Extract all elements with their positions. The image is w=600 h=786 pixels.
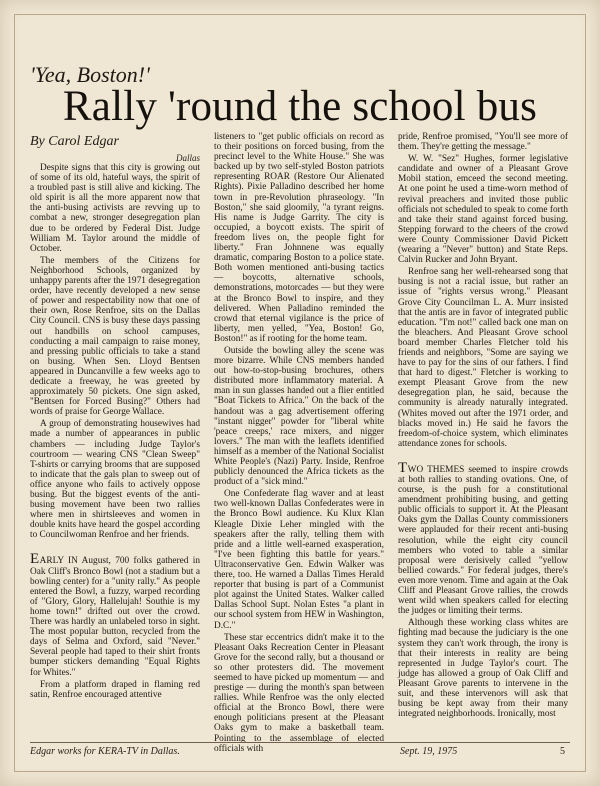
paragraph: A group of demonstrating housewives had made a number of appearances in public chambers — including Judge Taylor's courtroom — wearing CNS "Clean Sweep" T-shirts or carrying brooms that are supposed to indicate that the gals plan to sweep out of office anyone who fails to actively oppose busing. But the biggest events of the anti-busing movement have been two rallies where men in shirtsleeves and women in double knits have heard the gospel according to Councilwoman Renfroe and her friends. [30, 419, 200, 541]
paragraph: Although these working class whites are fighting mad because the judiciary is the one system they can't work through, the irony is that their interests in reality are being represented in Judge Taylor's court. The judge has allowed a group of Oak Cliff and Pleasant Grove parents to intervene in the suit, and these intervenors will ask that busing be kept away from their many integrated neighborhoods. Ironically, most [398, 618, 568, 720]
paragraph: One Confederate flag waver and at least two well-known Dallas Confederates were in the Bronco Bowl audience. Ku Klux Klan Kleagle Dixie Leher mingled with the speakers after the rally, telling them with pride and a little well-earned exasperation, "I've been fighting this battle for years." Ultraconservative Gen. Edwin Walker was there, too. He warned a Dallas Times Herald reporter that busing is part of a Communist plot against the United States. Walker called Dallas School Supt. Nolan Estes "a plant in our school system from HEW in Washington, D.C." [214, 489, 384, 631]
paragraph: These star eccentrics didn't make it to the Pleasant Oaks Recreation Center in Pleasant Grove for the second rally, but a thousand or so other protesters did. The movement seemed to have picked up momentum — and prestige — during the month's span between rallies. While Renfroe was the only elected official at the Bronco Bowl, there were enough politicians present at the Pleasant Oaks gym to make a basketball team. Pointing to the assemblage of elected officials with [214, 632, 384, 754]
drop-cap: E [30, 551, 40, 568]
paragraph: From a platform draped in flaming red satin, Renfroe encouraged attentive [30, 679, 200, 700]
paragraph-text: ARLY IN August, 700 folks gathered in Oak Cliff's Bronco Bowl (not a stadium but a bowling center) for a "unity rally." As people entered the Bowl, a fuzzy, warped recording of "Glory, Glory, Hallelujah! Southie is my home town!" drifted out over the crowd. There was hardly an unlabeled torso in sight. The most popular button, recycled from the days of Selma and Oxford, said "Never." Several people had taped to their shirt fronts bumper stickers demanding "Equal Rights for Whites." [30, 556, 200, 678]
column-2 [214, 132, 384, 754]
section-paragraph [398, 459, 568, 617]
paragraph: Renfroe sang her well-rehearsed song that busing is not a racial issue, but rather an issue of "rights versus wrong." Pleasant Grove City Councilman L. A. Murr insisted that the antis are in favor of integrated public education. "I'm not!" called back one man on the bleachers. And Pleasant Grove school board member Charles Fletcher told his friends and neighbors, "Some are saying we have to pay for the sins of our fathers. I find that hard to digest." Fletcher is working to exempt Pleasant Grove from the new desegregation plan, he said, because the community is already naturally integrated. (Whites moved out after the 1971 order, and blacks moved in.) He said he favors the freedom-of-choice system, which eliminates attendance zones for schools. [398, 267, 568, 449]
issue-date: Sept. 19, 1975 [400, 746, 458, 757]
footer-rule [30, 742, 570, 743]
column-1 [30, 132, 200, 737]
author-credit: Edgar works for KERA-TV in Dallas. [30, 746, 180, 757]
column-3 [398, 132, 568, 737]
paragraph: listeners to "get public officials on record as to their positions on forced busing, from the precinct level to the White House." She was backed up by two self-styled Boston patriots representing ROAR (Restore Our Alienated Rights). Pixie Palladino described her home town in pre-Revolution phraseology. "In Boston," she said gloomily, "a tyrant reigns. His name is Judge Garrity. The city is occupied, a boycott exists. The spirit of freedom lives on, the people fight for liberty." Fran Johnnene was equally dramatic, comparing Boston to a police state. Both women mentioned anti-busing tactics — boycotts, alternative schools, demonstrations, motorcades — but they were at the Bronco Bowl to inspire, and they delivered. When Palladino reminded the crowd that eternal vigilance is the price of liberty, men yelled, "Yea, Boston! Go, Boston!" as if rooting for the home team. [214, 132, 384, 344]
paragraph-text: WO THEMES seemed to inspire crowds at both rallies to standing ovations. One, of course, is the push for a constitutional amendment prohibiting busing, and getting public officials to support it. At the Pleasant Oaks gym the Dallas County commissioners were applauded for their recent anti-busing resolution, while the eight city council members who voted to table a similar proposal were derisively called "yellow bellied cowards." For federal judges, there's even more venom. Time and again at the Oak Cliff and Pleasant Grove rallies, the crowds went wild when speakers called for electing the judges or limiting their terms. [398, 464, 568, 617]
article-kicker: 'Yea, Boston!' [30, 62, 150, 87]
paragraph: W. W. "Sez" Hughes, former legislative candidate and owner of a Pleasant Grove Mobil station, emceed the second meeting. At one point he used a time-worn method of revival preachers and invited those public officials not scheduled to speak to come forth and take their stand against forced busing. Stepping forward to the cheers of the crowd were County Commissioner David Pickett (wearing a "Never" button) and State Reps. Calvin Rucker and John Bryant. [398, 154, 568, 266]
dateline: Dallas [175, 153, 200, 163]
byline: By Carol Edgar [30, 134, 119, 149]
page-number: 5 [560, 746, 565, 757]
drop-cap: T [398, 459, 408, 476]
article-headline: Rally 'round the school bus [62, 83, 538, 130]
section-paragraph [30, 551, 200, 678]
paragraph: Despite signs that this city is growing out of some of its old, hateful ways, the spirit of a troubled past is still alive and kicking. The old spirit is all the more apparent now that the anti-busing activists are revving up to combat a new, stronger desegregation plan due to be ordered by Federal Dist. Judge William M. Taylor around the middle of October. [30, 163, 200, 254]
paragraph: pride, Renfroe promised, "You'll see more of them. They're getting the message." [398, 132, 568, 153]
paragraph: Outside the bowling alley the scene was more bizarre. While CNS members handed out how-to-stop-busing brochures, others distributed more inflammatory material. A man in sun glasses handed out a flier entitled "Boat Tickets to Africa." On the back of the handout was a gag advertisement offering "instant nigger" powder for "liberal white 'peace creeps,' race mixers, and nigger lovers." The man with the leaflets identified himself as a member of the National Socialist White People's (Nazi) Party. Inside, Renfroe publicly denounced the Africa tickets as the product of a "sick mind." [214, 345, 384, 488]
paragraph: The members of the Citizens for Neighborhood Schools, organized by unhappy parents after the 1971 desegregation order, have recently developed a new sense of power and respectability now that one of their own, Rose Renfroe, sits on the Dallas City Council. CNS is busy these days passing out handbills on school campuses, conducting a mail campaign to raise money, and pressing public officials to take a stand on busing. When Sen. Lloyd Bentsen appeared in Duncanville a few weeks ago to dedicate a freeway, he was greeted by approximately 50 pickets. One sign asked, "Bentsen for Forced Busing?" Others had words of praise for George Wallace. [30, 255, 200, 418]
